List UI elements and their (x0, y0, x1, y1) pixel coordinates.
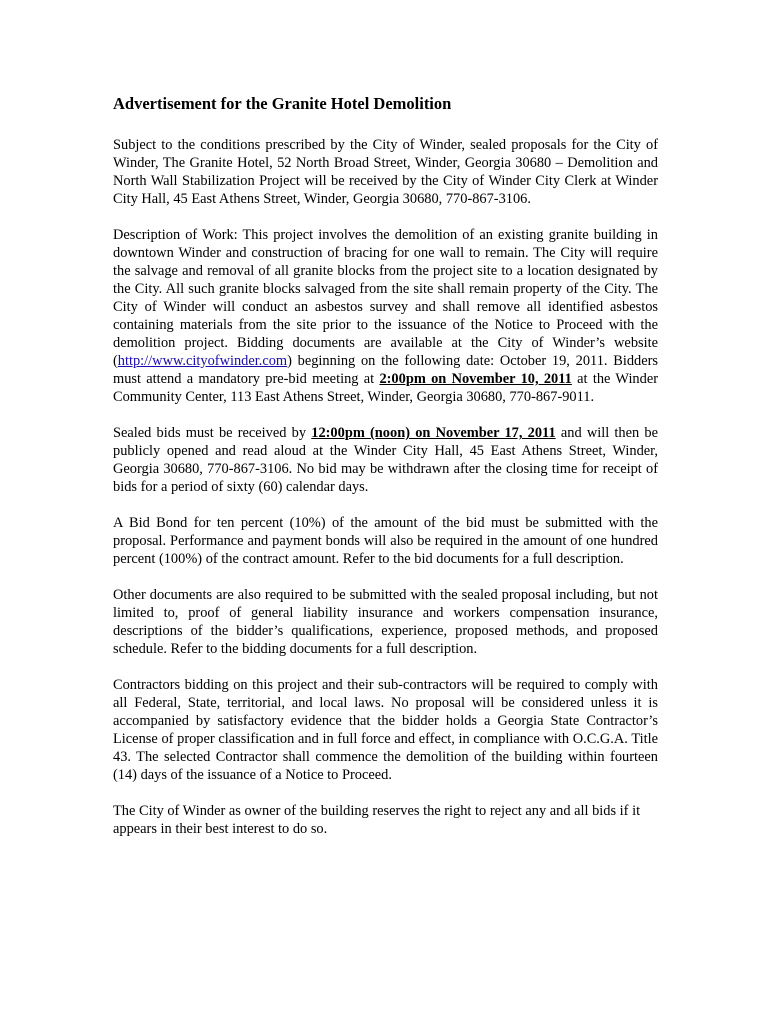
paragraph-right-to-reject: The City of Winder as owner of the building reserves the right to reject any and all bids if it appears in their best interest to do so. (113, 803, 641, 837)
document-page (113, 94, 658, 856)
description-text-end: at the Winder Community Center, 113 East Athens Street, Winder, Georgia 30680, 770-867-9011. (113, 371, 659, 405)
sealed-bids-text-end: and will then be publicly opened and read aloud at the Winder City Hall, 45 East Athens Street, Winder, Georgia 30680, 770-867-3106. No bid may be withdrawn after the closing time for receipt of bids for a period of sixty (60) calendar days. (113, 425, 658, 495)
paragraph-conditions: Subject to the conditions prescribed by the City of Winder, sealed proposals for the City of Winder, The Granite Hotel, 52 North Broad Street, Winder, Georgia 30680 – Demolition and North Wall Stabilization Project will be received by the City of Winder City Clerk at Winder City Hall, 45 East Athens Street, Winder, Georgia 30680, 770-867-3106. (113, 137, 658, 207)
paragraph-bid-bond: A Bid Bond for ten percent (10%) of the amount of the bid must be submitted with the proposal. Performance and payment bonds will also be required in the amount of one hundred percent (100%) of the contract amount. Refer to the bid documents for a full description. (113, 515, 658, 567)
paragraph-sealed-bids (113, 424, 658, 496)
description-text-middle: ) beginning on the following date: October 19, 2011. Bidders must attend a mandatory pre-bid meeting at (113, 353, 658, 387)
document-title: Advertisement for the Granite Hotel Demolition (113, 94, 452, 113)
website-link[interactable]: http://www.cityofwinder.com (117, 353, 288, 369)
prebid-meeting-datetime: 2:00pm on November 10, 2011 (379, 371, 572, 387)
paragraph-contractor-requirements: Contractors bidding on this project and their sub-contractors will be required to comply with all Federal, State, territorial, and local laws. No proposal will be considered unless it is accompanied by satisfactory evidence that the bidder holds a Georgia State Contractor’s License of proper classification and in full force and effect, in compliance with O.C.G.A. Title 43. The selected Contractor shall commence the demolition of the building within fourteen (14) days of the issuance of a Notice to Proceed. (113, 677, 658, 783)
sealed-bids-text-start: Sealed bids must be received by (113, 425, 312, 441)
description-text-start: Description of Work: This project involves the demolition of an existing granite building in downtown Winder and construction of bracing for one wall to remain. The City will require the salvage and removal of all granite blocks from the project site to a location designated by the City. All such granite blocks salvaged from the site shall remain property of the City. The City of Winder will conduct an asbestos survey and shall remove all identified asbestos containing materials from the site prior to the issuance of the Notice to Proceed with the demolition project. Bidding documents are available at the City of Winder’s website ( (113, 227, 658, 369)
paragraph-description-of-work (113, 226, 658, 406)
bid-deadline-datetime: 12:00pm (noon) on November 17, 2011 (311, 425, 556, 441)
paragraph-other-documents: Other documents are also required to be submitted with the sealed proposal including, but not limited to, proof of general liability insurance and workers compensation insurance, descriptions of the bidder’s qualifications, experience, proposed methods, and proposed schedule. Refer to the bidding documents for a full description. (113, 587, 658, 657)
